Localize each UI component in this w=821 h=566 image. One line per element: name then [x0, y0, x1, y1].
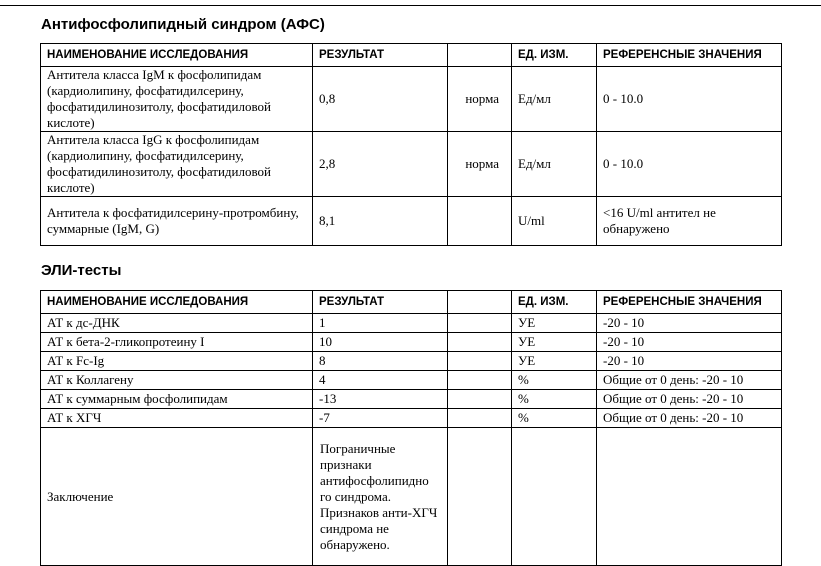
- col-header-name: НАИМЕНОВАНИЕ ИССЛЕДОВАНИЯ: [41, 291, 313, 314]
- test-norm: [448, 352, 512, 371]
- eli-results-table: [40, 290, 782, 566]
- col-header-norm: [448, 291, 512, 314]
- table-row: [41, 371, 782, 390]
- test-result: 2,8: [313, 132, 448, 197]
- test-norm: норма: [448, 132, 512, 197]
- section-title-afs: Антифосфолипидный синдром (АФС): [41, 16, 325, 33]
- test-ref: -20 - 10: [597, 314, 782, 333]
- conclusion-label: Заключение: [41, 428, 313, 566]
- test-ref: Общие от 0 день: -20 - 10: [597, 371, 782, 390]
- test-norm: [448, 197, 512, 246]
- col-header-ref: РЕФЕРЕНСНЫЕ ЗНАЧЕНИЯ: [597, 44, 782, 67]
- test-unit: УЕ: [512, 314, 597, 333]
- table-row: [41, 314, 782, 333]
- test-unit: %: [512, 409, 597, 428]
- col-header-result: РЕЗУЛЬТАТ: [313, 44, 448, 67]
- col-header-ref: РЕФЕРЕНСНЫЕ ЗНАЧЕНИЯ: [597, 291, 782, 314]
- conclusion-text: Пограничные признаки антифосфолипидно го синдрома. Признаков анти-ХГЧ синдрома не обнаружено.: [313, 428, 448, 566]
- test-name: АТ к бета-2-гликопротеину I: [41, 333, 313, 352]
- test-result: 10: [313, 333, 448, 352]
- test-name: АТ к ХГЧ: [41, 409, 313, 428]
- test-unit: %: [512, 390, 597, 409]
- test-name: АТ к суммарным фосфолипидам: [41, 390, 313, 409]
- test-result: 8: [313, 352, 448, 371]
- test-name: Антитела класса IgG к фосфолипидам (кардиолипину, фосфатидилсерину, фосфатидилинозитолу, фосфатидиловой кислоте): [41, 132, 313, 197]
- test-unit: [512, 428, 597, 566]
- table-header-row: [41, 291, 782, 314]
- test-ref: -20 - 10: [597, 333, 782, 352]
- test-norm: [448, 390, 512, 409]
- test-norm: [448, 314, 512, 333]
- col-header-name: НАИМЕНОВАНИЕ ИССЛЕДОВАНИЯ: [41, 44, 313, 67]
- section-title-eli: ЭЛИ-тесты: [41, 262, 122, 279]
- test-name: Антитела к фосфатидилсерину-протромбину, суммарные (IgM, G): [41, 197, 313, 246]
- col-header-unit: ЕД. ИЗМ.: [512, 291, 597, 314]
- test-ref: Общие от 0 день: -20 - 10: [597, 390, 782, 409]
- test-result: -7: [313, 409, 448, 428]
- afs-results-table: [40, 43, 782, 246]
- test-name: Антитела класса IgM к фосфолипидам (кардиолипину, фосфатидилсерину, фосфатидилинозитолу, фосфатидиловой кислоте): [41, 67, 313, 132]
- test-norm: [448, 428, 512, 566]
- table-row: [41, 333, 782, 352]
- test-norm: [448, 409, 512, 428]
- test-norm: норма: [448, 67, 512, 132]
- test-norm: [448, 333, 512, 352]
- test-ref: <16 U/ml антител не обнаружено: [597, 197, 782, 246]
- table-row: [41, 409, 782, 428]
- test-result: -13: [313, 390, 448, 409]
- test-name: АТ к Коллагену: [41, 371, 313, 390]
- test-unit: %: [512, 371, 597, 390]
- test-ref: Общие от 0 день: -20 - 10: [597, 409, 782, 428]
- test-result: 0,8: [313, 67, 448, 132]
- test-unit: Ед/мл: [512, 67, 597, 132]
- test-result: 8,1: [313, 197, 448, 246]
- test-ref: -20 - 10: [597, 352, 782, 371]
- col-header-norm: [448, 44, 512, 67]
- test-norm: [448, 371, 512, 390]
- test-unit: Ед/мл: [512, 132, 597, 197]
- col-header-result: РЕЗУЛЬТАТ: [313, 291, 448, 314]
- test-ref: [597, 428, 782, 566]
- table-row: [41, 67, 782, 132]
- test-unit: УЕ: [512, 333, 597, 352]
- table-header-row: [41, 44, 782, 67]
- table-row: [41, 352, 782, 371]
- conclusion-row: [41, 428, 782, 566]
- test-unit: УЕ: [512, 352, 597, 371]
- test-name: АТ к дс-ДНК: [41, 314, 313, 333]
- page-top-rule: [0, 5, 821, 6]
- col-header-unit: ЕД. ИЗМ.: [512, 44, 597, 67]
- table-row: [41, 132, 782, 197]
- test-result: 4: [313, 371, 448, 390]
- table-row: [41, 390, 782, 409]
- test-ref: 0 - 10.0: [597, 67, 782, 132]
- test-name: АТ к Fc-Ig: [41, 352, 313, 371]
- table-row: [41, 197, 782, 246]
- test-result: 1: [313, 314, 448, 333]
- test-unit: U/ml: [512, 197, 597, 246]
- test-ref: 0 - 10.0: [597, 132, 782, 197]
